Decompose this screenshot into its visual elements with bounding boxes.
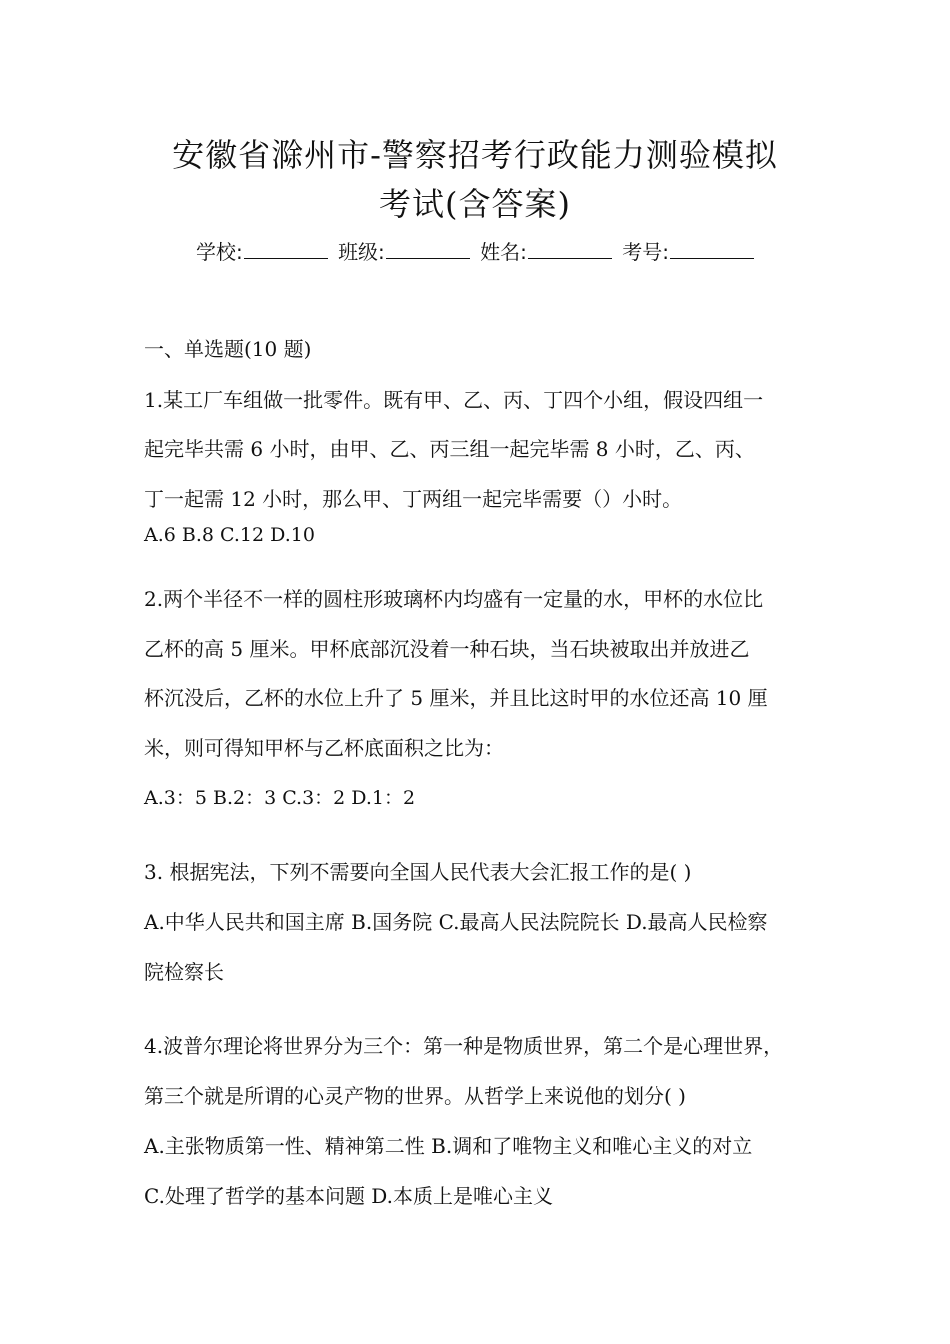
page-title-line-1: 安徽省滁州市-警察招考行政能力测验模拟	[172, 136, 778, 174]
question-1-options: A.6 B.8 C.12 D.10	[144, 524, 315, 546]
class-field	[338, 240, 470, 264]
name-label: 姓名:	[480, 240, 527, 264]
name-blank[interactable]	[528, 236, 612, 259]
question-2-options: A.3：5 B.2：3 C.3：2 D.1：2	[144, 787, 416, 809]
student-info-row	[0, 236, 950, 267]
class-label: 班级:	[338, 240, 385, 264]
section-heading: 一、单选题(10 题)	[144, 337, 312, 361]
question-4-options-line-1: A.主张物质第一性、精神第二性 B.调和了唯物主义和唯心主义的对立	[144, 1134, 753, 1158]
question-2-stem-line-2: 乙杯的高 5 厘米。甲杯底部沉没着一种石块，当石块被取出并放进乙	[144, 637, 750, 661]
page-title-line-2: 考试(含答案)	[379, 185, 571, 223]
name-field	[480, 240, 612, 264]
question-3-stem-line-1: 3. 根据宪法，下列不需要向全国人民代表大会汇报工作的是( )	[144, 860, 692, 884]
question-2-stem-line-4: 米，则可得知甲杯与乙杯底面积之比为：	[144, 736, 504, 760]
exam-number-field	[622, 240, 754, 264]
question-2-stem-line-1: 2.两个半径不一样的圆柱形玻璃杯内均盛有一定量的水，甲杯的水位比	[144, 587, 764, 611]
school-field	[196, 240, 328, 264]
question-1-stem-line-2: 起完毕共需 6 小时，由甲、乙、丙三组一起完毕需 8 小时，乙、丙、	[144, 437, 755, 461]
school-label: 学校:	[195, 240, 243, 264]
class-blank[interactable]	[386, 236, 470, 259]
question-3-options-line-1: A.中华人民共和国主席 B.国务院 C.最高人民法院院长 D.最高人民检察	[144, 910, 768, 934]
school-blank[interactable]	[244, 236, 328, 259]
question-1-stem-line-1: 1.某工厂车组做一批零件。既有甲、乙、丙、丁四个小组，假设四组一	[144, 388, 764, 412]
question-4-stem-line-1: 4.波普尔理论将世界分为三个：第一种是物质世界，第二个是心理世界，	[144, 1034, 784, 1058]
exam-number-label: 考号:	[622, 240, 670, 264]
question-3-options-line-2: 院检察长	[144, 960, 224, 984]
question-4-options-line-2: C.处理了哲学的基本问题 D.本质上是唯心主义	[144, 1184, 553, 1208]
question-4-stem-line-2: 第三个就是所谓的心灵产物的世界。从哲学上来说他的划分( )	[144, 1084, 686, 1108]
exam-number-blank[interactable]	[670, 236, 754, 259]
question-1-stem-line-3: 丁一起需 12 小时，那么甲、丁两组一起完毕需要（）小时。	[144, 487, 683, 511]
question-2-stem-line-3: 杯沉没后，乙杯的水位上升了 5 厘米，并且比这时甲的水位还高 10 厘	[144, 686, 768, 710]
